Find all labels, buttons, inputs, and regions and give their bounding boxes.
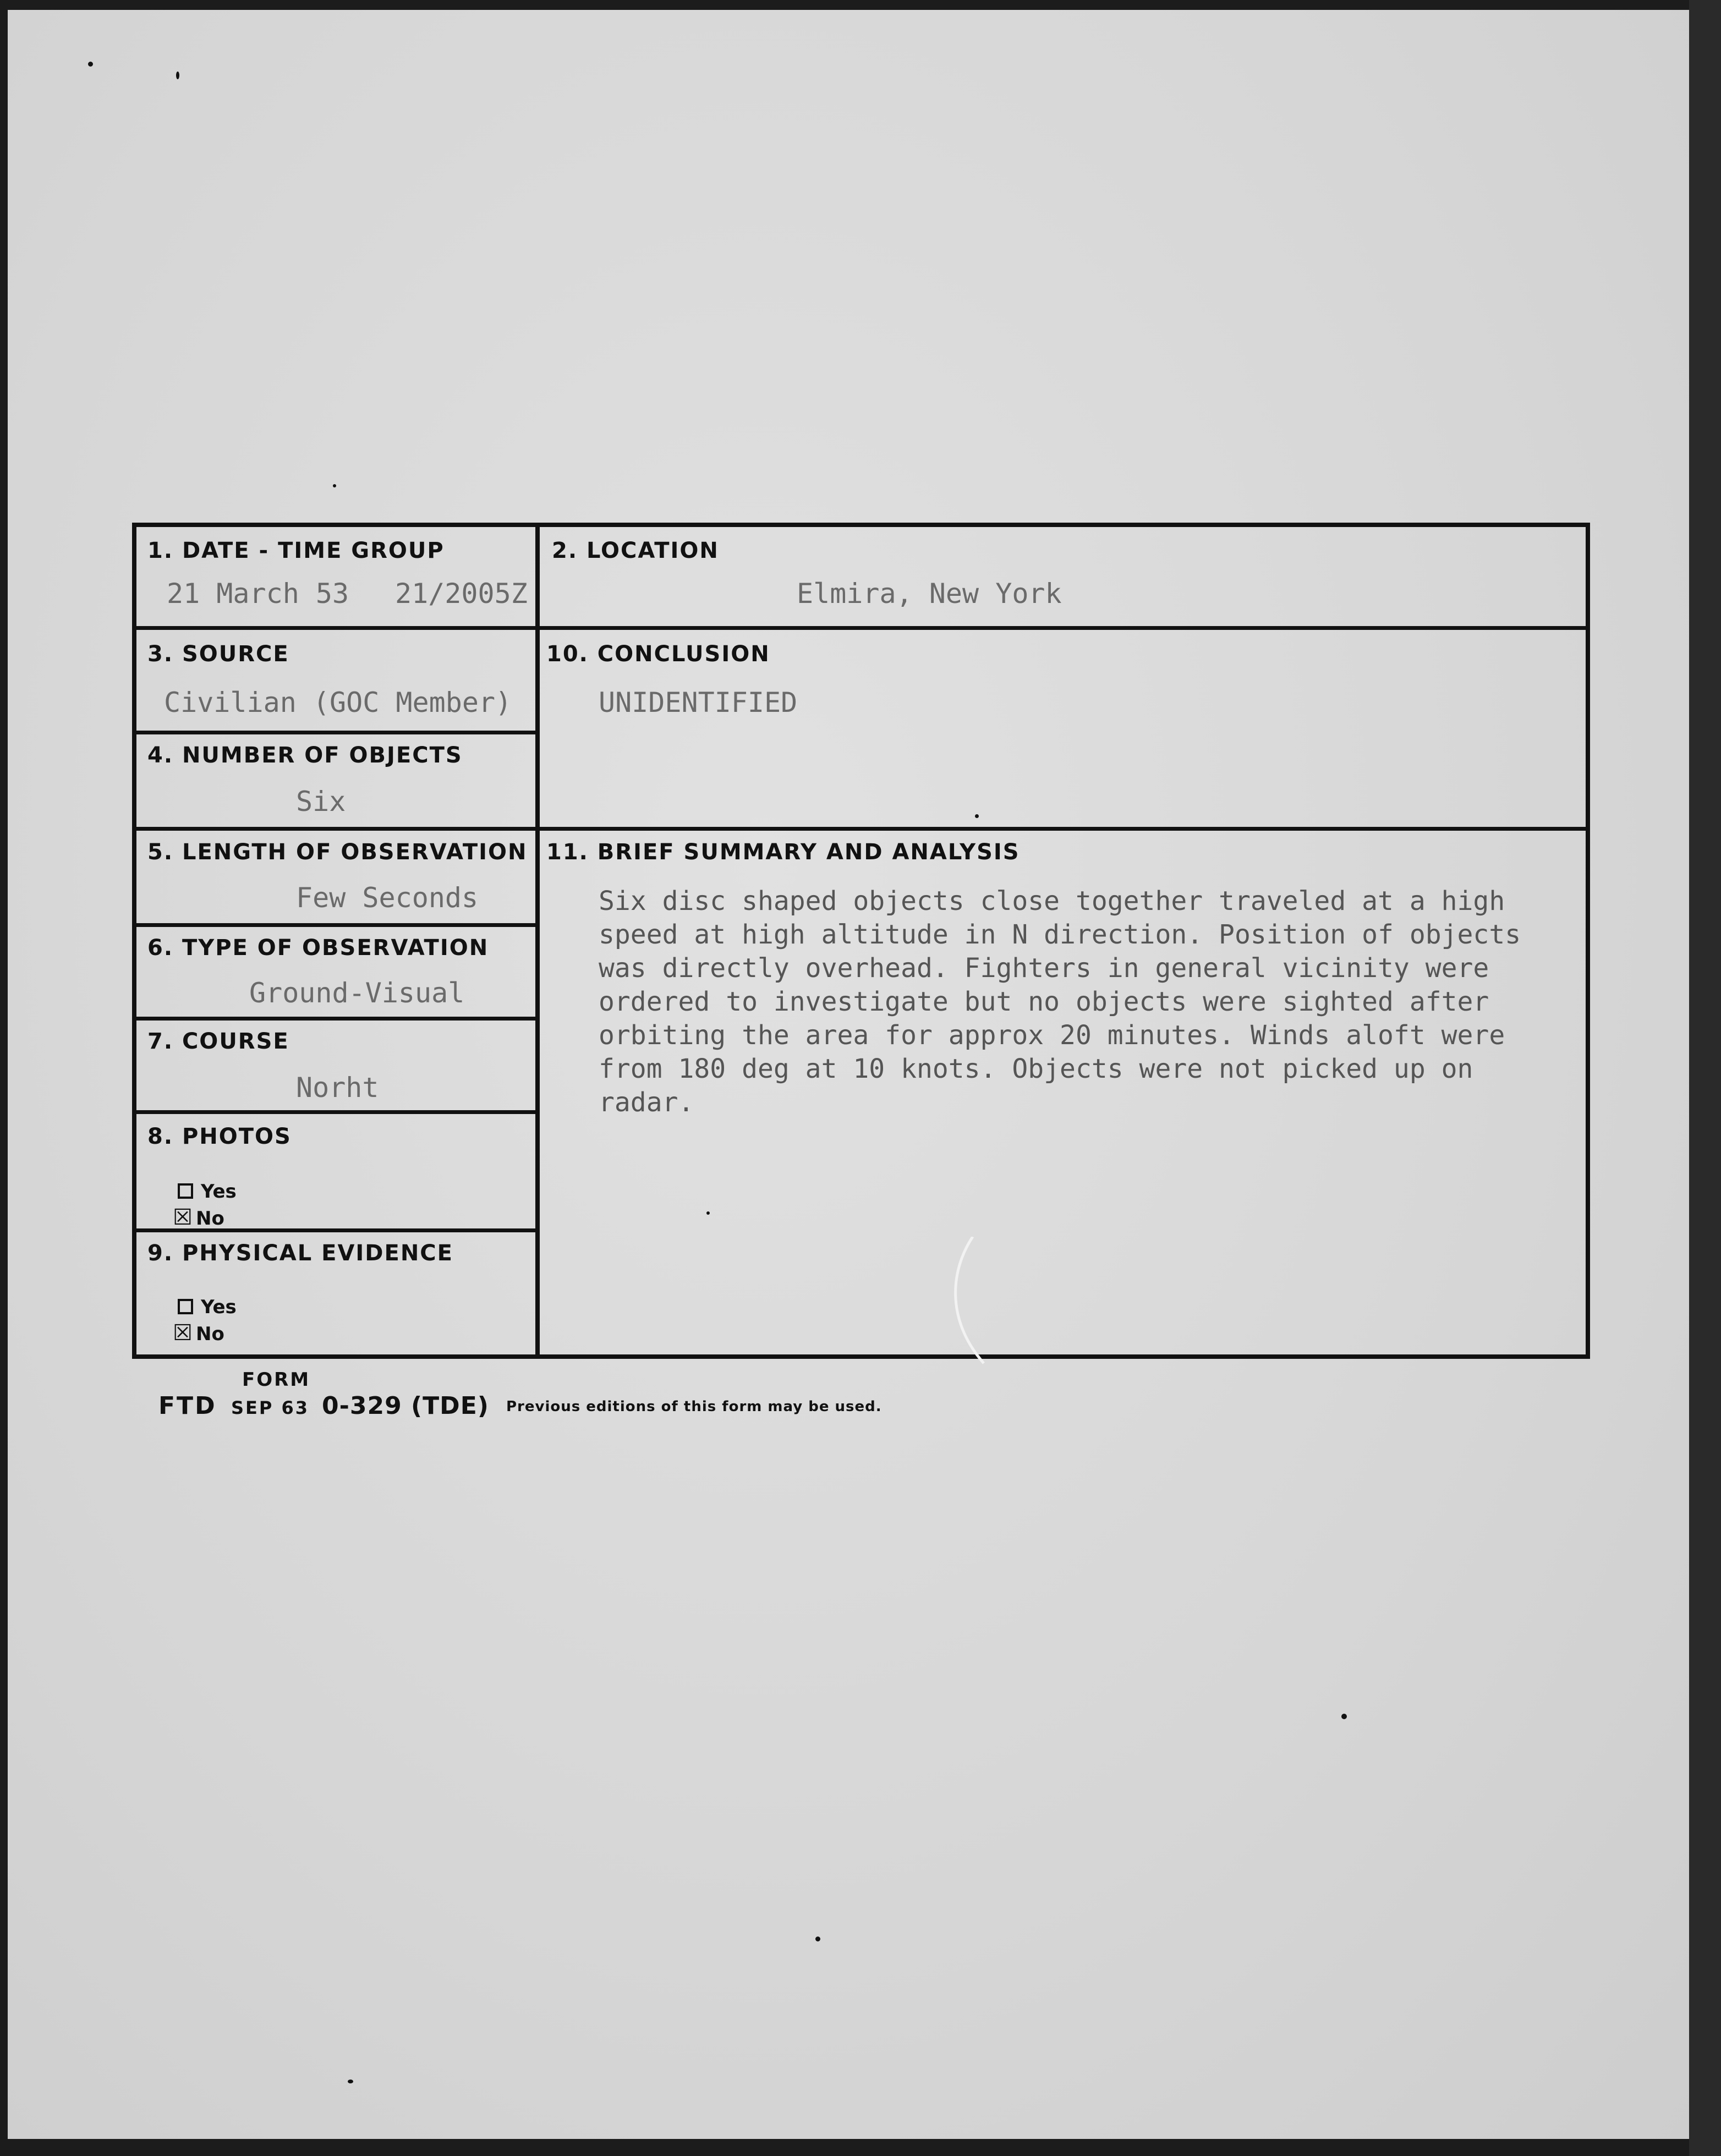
location-label: 2. LOCATION — [552, 538, 719, 563]
row-divider — [136, 923, 535, 927]
summary-line: radar. — [599, 1087, 694, 1118]
photos-yes-option — [178, 1181, 237, 1203]
report-form — [132, 523, 1590, 1359]
date-time-group-label: 1. DATE - TIME GROUP — [147, 538, 445, 563]
number-of-objects-label: 4. NUMBER OF OBJECTS — [147, 743, 463, 768]
time-value: 21/2005Z — [395, 578, 528, 610]
summary-line: from 180 deg at 10 knots. Objects were not picked up on — [599, 1054, 1473, 1084]
number-of-objects-value: Six — [296, 786, 346, 818]
photos-no-label: No — [196, 1208, 224, 1230]
column-divider — [535, 527, 540, 1354]
empty-checkbox-icon — [178, 1183, 193, 1199]
scan-speck — [176, 72, 179, 79]
length-of-observation-value: Few Seconds — [296, 882, 479, 914]
summary-line: was directly overhead. Fighters in general vicinity were — [599, 953, 1489, 984]
summary-line: ordered to investigate but no objects were sighted after — [599, 986, 1489, 1017]
physical-evidence-no-label: No — [196, 1323, 224, 1345]
length-of-observation-label: 5. LENGTH OF OBSERVATION — [147, 840, 528, 865]
type-of-observation-label: 6. TYPE OF OBSERVATION — [147, 935, 489, 961]
scan-speck — [1341, 1714, 1347, 1719]
footer-form-word: FORM — [242, 1369, 311, 1391]
photos-no-option — [171, 1205, 224, 1230]
summary-text — [599, 885, 1578, 1120]
scan-edge — [1689, 0, 1721, 2156]
footer-ftd: FTD — [158, 1392, 217, 1420]
location-value: Elmira, New York — [797, 578, 1062, 610]
x-mark-icon: ☒ — [173, 1205, 193, 1230]
footer-note: Previous editions of this form may be used. — [506, 1398, 882, 1415]
conclusion-value: UNIDENTIFIED — [599, 687, 798, 718]
row-divider — [535, 626, 1586, 630]
scan-artifact — [934, 1237, 1000, 1369]
scan-speck — [333, 484, 336, 487]
physical-evidence-label: 9. PHYSICAL EVIDENCE — [147, 1241, 453, 1266]
physical-evidence-no-option — [171, 1320, 224, 1346]
scan-speck — [815, 1936, 820, 1941]
x-mark-icon: ☒ — [173, 1320, 193, 1346]
type-of-observation-value: Ground-Visual — [249, 977, 465, 1009]
course-label: 7. COURSE — [147, 1029, 289, 1054]
row-divider — [136, 731, 535, 734]
summary-line: orbiting the area for approx 20 minutes. Winds aloft were — [599, 1020, 1505, 1051]
row-divider — [136, 827, 535, 831]
source-value: Civilian (GOC Member) — [164, 687, 512, 718]
row-divider — [136, 1017, 535, 1021]
physical-evidence-yes-option — [178, 1296, 237, 1318]
photos-yes-label: Yes — [201, 1181, 237, 1203]
empty-checkbox-icon — [178, 1299, 193, 1314]
footer-form-number: 0-329 (TDE) — [322, 1392, 489, 1420]
row-divider — [535, 827, 1586, 831]
summary-line: Six disc shaped objects close together traveled at a high — [599, 886, 1505, 917]
source-label: 3. SOURCE — [147, 641, 289, 667]
row-divider — [136, 1110, 535, 1114]
physical-evidence-yes-label: Yes — [201, 1296, 237, 1318]
photos-label: 8. PHOTOS — [147, 1124, 292, 1149]
course-value: Norht — [296, 1072, 379, 1104]
footer-date: SEP 63 — [231, 1397, 310, 1418]
row-divider — [136, 626, 535, 630]
scan-speck — [348, 2080, 353, 2083]
scan-speck — [88, 62, 93, 67]
conclusion-label: 10. CONCLUSION — [546, 641, 770, 667]
summary-label: 11. BRIEF SUMMARY AND ANALYSIS — [546, 840, 1020, 865]
date-value: 21 March 53 — [167, 578, 349, 610]
summary-line: speed at high altitude in N direction. Position of objects — [599, 919, 1521, 950]
